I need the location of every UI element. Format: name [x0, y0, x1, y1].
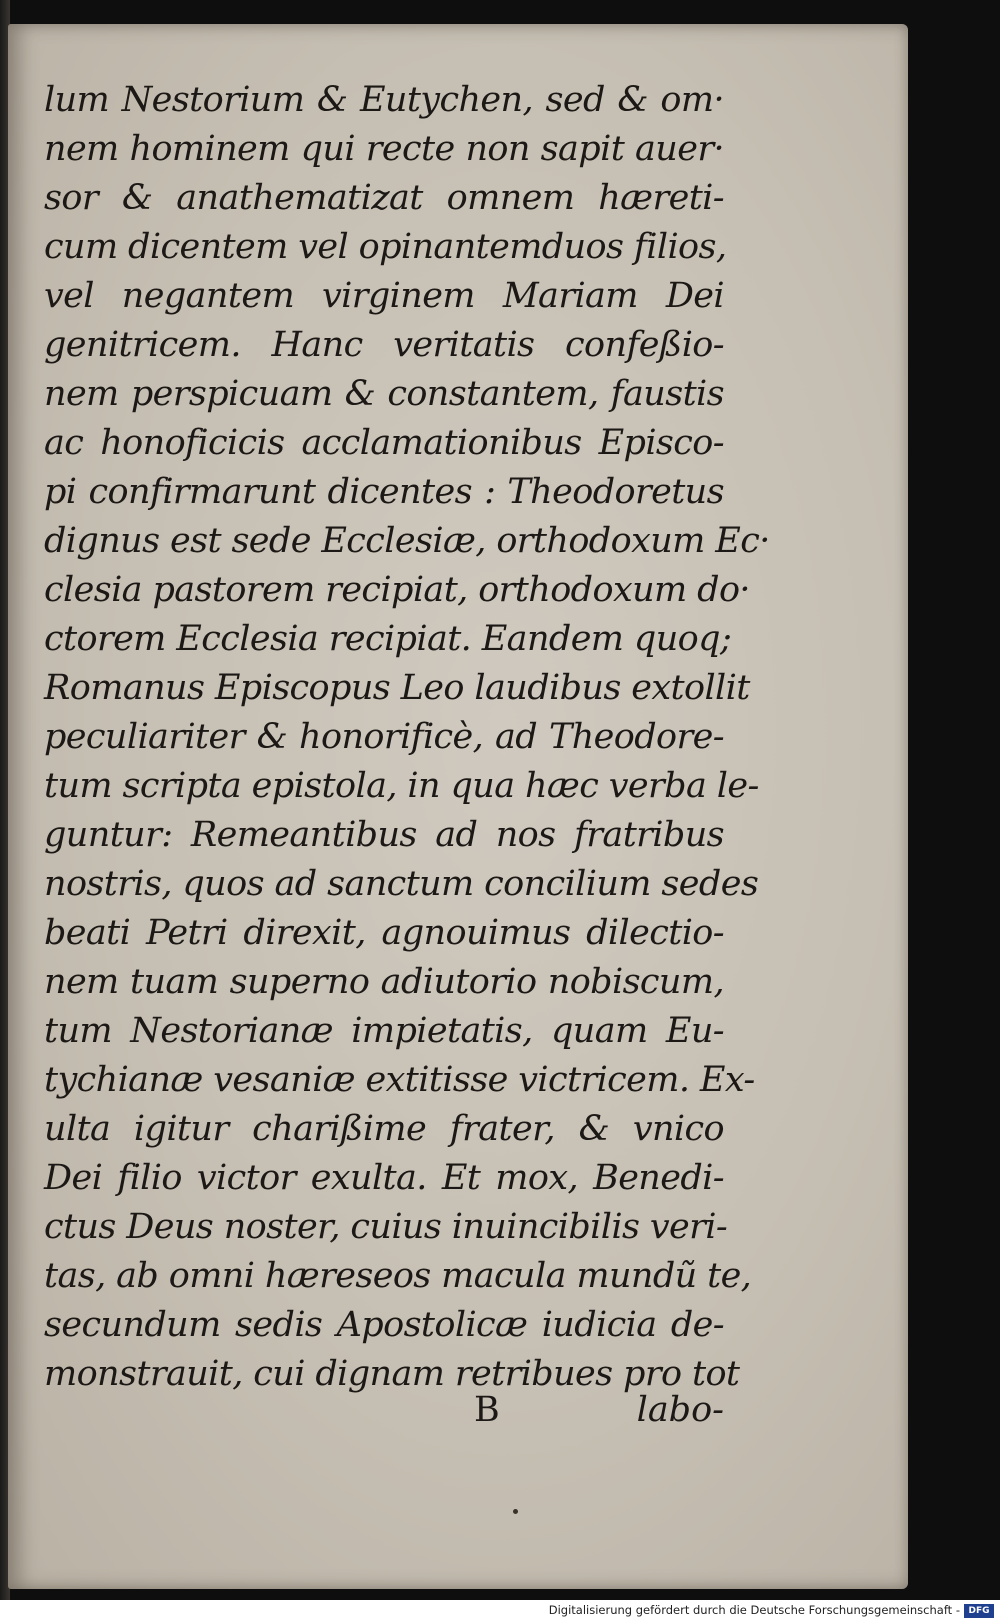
text-line: tychianæ vesaniæ extitisse victricem. Ex-: [44, 1060, 755, 1100]
text-line: monstrauit, cui dignam retribues pro tot: [44, 1354, 740, 1394]
text-line: nem hominem qui recte non sapit auer·: [44, 129, 724, 169]
text-line: pi confirmarunt dicentes : Theodoretus: [44, 472, 724, 512]
catchword: labo-: [636, 1390, 724, 1430]
text-line: ac honoficicis acclamationibus Episco-: [44, 423, 724, 463]
text-line: peculiariter & honorificè, ad Theodore-: [44, 717, 724, 757]
text-line: ulta igitur charißime frater, & vnico: [44, 1109, 724, 1149]
dfg-logo-icon: DFG: [964, 1604, 994, 1618]
text-line: tum scripta epistola, in qua hæc verba le-: [44, 766, 759, 806]
text-line: dignus est sede Ecclesiæ, orthodoxum Ec·: [44, 521, 770, 561]
text-line: ctorem Ecclesia recipiat. Eandem quoq;: [44, 619, 732, 659]
text-line: lum Nestorium & Eutychen, sed & om·: [44, 80, 724, 120]
text-line: ctus Deus noster, cuius inuincibilis veri-: [44, 1207, 728, 1247]
body-text: [44, 76, 770, 1399]
text-line: Romanus Episcopus Leo laudibus extollit: [44, 668, 750, 708]
book-page: [8, 24, 908, 1589]
page-footer-line: [44, 1386, 724, 1435]
text-line: cum dicentem vel opinantemduos filios,: [44, 227, 727, 267]
text-line: vel negantem virginem Mariam Dei: [44, 276, 724, 316]
ink-speck: [513, 1509, 518, 1514]
text-line: nem perspicuam & constantem, faustis: [44, 374, 724, 414]
signature-mark: B: [474, 1390, 500, 1430]
text-line: sor & anathematizat omnem hæreti-: [44, 178, 724, 218]
text-line: tum Nestorianæ impietatis, quam Eu-: [44, 1011, 724, 1051]
text-line: secundum sedis Apostolicæ iudicia de-: [44, 1305, 724, 1345]
funding-credit: Digitalisierung gefördert durch die Deutsche Forschungsgemeinschaft -: [548, 1603, 960, 1617]
text-line: clesia pastorem recipiat, orthodoxum do·: [44, 570, 750, 610]
text-line: nostris, quos ad sanctum concilium sedes: [44, 864, 759, 904]
text-line: genitricem. Hanc veritatis confeßio-: [44, 325, 724, 365]
text-line: guntur: Remeantibus ad nos fratribus: [44, 815, 724, 855]
digitization-credit-bar: [0, 1600, 1000, 1622]
text-line: Dei filio victor exulta. Et mox, Benedi-: [44, 1158, 724, 1198]
text-line: nem tuam superno adiutorio nobiscum,: [44, 962, 724, 1002]
text-line: tas, ab omni hæreseos macula mundũ te,: [44, 1256, 752, 1296]
text-line: beati Petri direxit, agnouimus dilectio-: [44, 913, 724, 953]
